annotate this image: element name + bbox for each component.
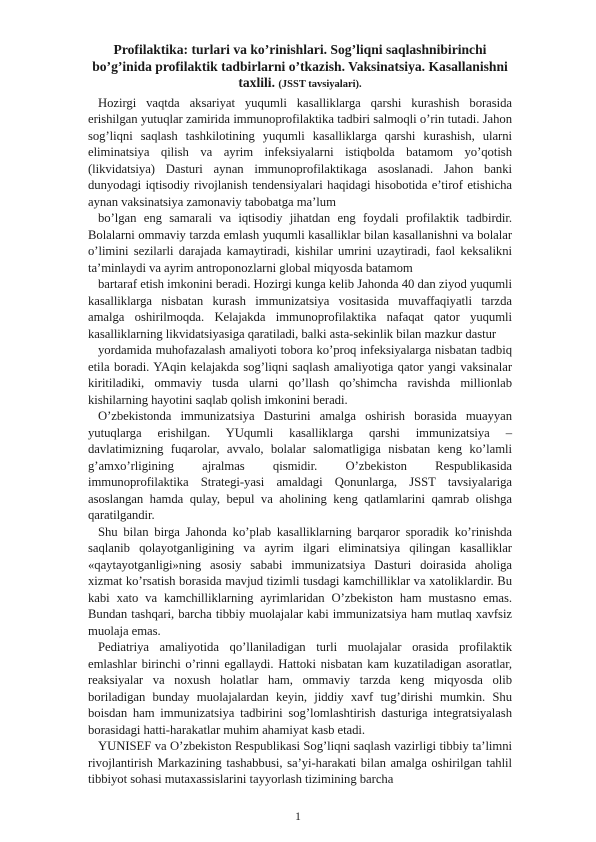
paragraph: Pediatriya amaliyotida qo’llaniladigan turli muolajalar orasida profilaktik emlashlar birinchi o’rinni egallaydi. Hattoki nisbatan kam kuzatiladigan asoratlar, reaksiyalar va noxush holatlar ham, ommaviy tarzda keng miqyosda olib boriladigan bunday muolajalardan keyin, jiddiy xavf tug’dirishi mumkin. Shu boisdan ham immunizatsiya tadbirini sog’lomlashtirish dasturiga integratsiyalash borasidagi hatti-harakatlar muhim ahamiyat kasb etadi. xyxy=(88,640,512,737)
paragraph: YUNISEF va O’zbekiston Respublikasi Sog’liqni saqlash vazirligi tibbiy ta’limni rivojlantirish Markazining tashabbusi, sa’yi-harakati bilan amalga oshirilgan tahlil tibbiyot sohasi mutaxassislarini tayyorlash tizimining barcha xyxy=(88,739,512,786)
document-title xyxy=(88,42,512,94)
paragraph: O’zbekistonda immunizatsiya Dasturini amalga oshirish borasida muayyan yutuqlarga erishilgan. YUqumli kasalliklarga qarshi immunizatsiya – davlatimizning fuqarolar, avvalo, bolalar salomatligiga nisbatan keng ko’lamli g’amxo’rligining ajralmas qismidir. O’zbekiston Respublikasida immunoprofilaktika Strategi-yasi amaldagi Qonunlarga, JSST tavsiyalariga asoslangan hamda qulay, bepul va aholining keng qatlamlarini qamrab olishga qaratilgandir. xyxy=(88,409,512,522)
paragraph: yordamida muhofazalash amaliyoti tobora ko’proq infeksiyalarga nisbatan tadbiq etila boradi. YAqin kelajakda sog’liqni saqlash amaliyotiga qator yangi vaksinalar kiritiladiki, ommaviy tusda ularni qo’llash qo’shimcha ravishda millionlab kishilarning hayotini saqlab qolish imkonini beradi. xyxy=(88,343,512,407)
paragraph: Hozirgi vaqtda aksariyat yuqumli kasalliklarga qarshi kurashish borasida erishilgan yutuqlar zamirida immunoprofilaktika tadbiri salmoqli o’rin tutadi. Jahon sog’liqni saqlash tashkilotining yuqumli kasalliklarga qarshi kurashish, ularni eliminatsiya qilish va ayrim infeksiyalarni istiqbolda batamom yo’qotish (likvidatsiya) Dasturi aynan immunoprofilaktikaga asoslanadi. Jahon banki dunyodagi iqtisodiy rivojlanish tendensiyalari haqidagi hisobotida e’tirof etishicha aynan vaksinatsiya zamonaviy tabobatga ma’lum xyxy=(88,95,512,209)
paragraph: Shu bilan birga Jahonda ko’plab kasalliklarning barqaror sporadik ko’rinishda saqlanib qolayotganligining va ayrim ilgari eliminatsiya qilingan kasalliklar «qaytayotganligi»ning asosiy sababi immunizatsiya Dasturi doirasida aholiga xizmat ko’rsatish borasida mavjud tizimli tusdagi kamchilliklar va xatoliklardir. Bu kabi xato va kamchilliklarning ayrimlaridan O’zbekiston ham mustasno emas. Bundan tashqari, barcha tibbiy muolajalar kabi immunizatsiya ham mutlaq xavfsiz muolaja emas. xyxy=(88,524,512,638)
paragraph: bo’lgan eng samarali va iqtisodiy jihatdan eng foydali profilaktik tadbirdir. Bolalarni ommaviy tarzda emlash yuqumli kasalliklar bilan kasallanishni va bolalar o’limini sezilarli darajada kamaytiradi, kishilar umrini uzaytiradi, faol keksalikni ta’minlaydi va ayrim antroponozlarni global miqyosda batamom xyxy=(88,211,512,275)
paragraph: bartaraf etish imkonini beradi. Hozirgi kunga kelib Jahonda 40 dan ziyod yuqumli kasalliklarga nisbatan kurash immunizatsiya vositasida muvaffaqiyatli tarzda amalga oshirilmoqda. Kelajakda immunoprofilaktika nafaqat qator yuqumli kasalliklarning likvidatsiyasiga qaratiladi, balki asta-sekinlik bilan mazkur dastur xyxy=(88,277,512,341)
title-main: Profilaktika: turlari va ko’rinishlari. Sog’liqni saqlashnibirinchi bo’g’inida profilaktik tadbirlarni o’tkazish. Vaksinatsiya. Kasallanishni taxlili. xyxy=(92,42,508,90)
title-note: (JSST tavsiyalari). xyxy=(278,79,362,90)
document-page xyxy=(88,42,512,788)
page-number: 1 xyxy=(295,811,301,823)
